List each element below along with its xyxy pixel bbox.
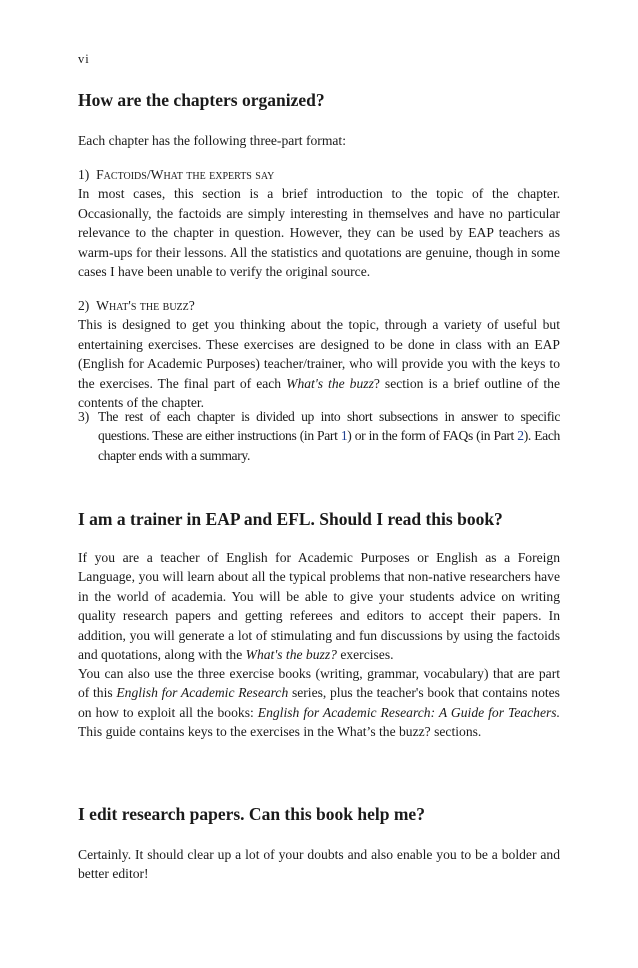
item-text-buzz-start: This is designed to get you thinking about the topic, through a variety of useful but entertaining exercises. These exercises are designed to be done in class with an EAP (English for Academic Purposes) teacher/trainer, who will provide you with the keys to the exercises. The final part of each: [78, 317, 560, 391]
trainer-text-italic: What's the buzz?: [245, 647, 337, 663]
item-text-buzz-end: ? section is a brief outline of the contents of the chapter.: [78, 375, 560, 411]
trainer-p2-italic-guide: English for Academic Research: A Guide for Teachers.: [257, 704, 560, 720]
section-heading-trainer-eap: I am a trainer in EAP and EFL. Should I read this book?: [78, 509, 503, 529]
item-text-subsections: [98, 407, 560, 465]
item-number: 3): [78, 409, 90, 424]
trainer-text-end: exercises.: [336, 647, 394, 663]
item-text-buzz-italic: What's the buzz: [286, 375, 374, 391]
part-2-link[interactable]: 2: [517, 428, 524, 444]
item-number: 1): [78, 167, 90, 182]
editor-paragraph: Certainly. It should clear up a lot of your doubts and also enable you to be a bolder and better editor!: [78, 847, 560, 882]
list-item-whats-the-buzz: [78, 296, 560, 412]
item-text-part-b: ) or in the form of FAQs (in Part: [347, 428, 518, 444]
item-text-part-a: The rest of each chapter is divided up into short subsections in answer to specific questions. These are either instructions (in Part: [98, 409, 560, 444]
item-text-factoids: In most cases, this section is a brief introduction to the topic of the chapter. Occasionally, the factoids are simply interesting in themselves and have no particular relevance to the chapter in question. However, they can be used by EAP teachers as warm-ups for their lessons. All the statistics and quotations are genuine, though in some cases I have been unable to verify the original source.: [78, 186, 560, 280]
trainer-p2-italic-series: English for Academic Research: [116, 685, 289, 701]
trainer-p2-text-a: You can also use the three exercise books (writing, grammar, vocabulary) that are part of this: [78, 666, 560, 701]
intro-paragraph: Each chapter has the following three-part format:: [78, 133, 346, 148]
item-number: 2): [78, 298, 90, 313]
trainer-p2-text-c: This guide contains keys to the exercises in the What’s the buzz? sections.: [78, 724, 482, 740]
page-number: vi: [78, 52, 90, 66]
trainer-paragraph-2: [78, 664, 560, 742]
trainer-p2-text-b: series, plus the teacher's book that contains notes on how to exploit all the books:: [78, 685, 560, 720]
item-text-part-c: ). Each chapter ends with a summary.: [98, 428, 560, 463]
item-title-whats-the-buzz: What's the buzz?: [96, 298, 195, 313]
trainer-paragraph-1: [78, 548, 560, 664]
section-heading-edit-papers: I edit research papers. Can this book help me?: [78, 804, 425, 824]
list-item-factoids: [78, 165, 560, 281]
part-1-link[interactable]: 1: [340, 428, 348, 444]
list-item-subsections: [78, 407, 560, 465]
item-title-factoids: Factoids/What the experts say: [96, 167, 275, 182]
section-heading-chapters-organized: How are the chapters organized?: [78, 90, 325, 110]
trainer-text-start: If you are a teacher of English for Academic Purposes or English as a Foreign Language, you will learn about all the typical problems that non-native researchers have in the world of academia. You will be able to give your students advice on writing quality research papers and getting referees and editors to accept their papers. In addition, you will generate a lot of stimulating and fun discussions by using the factoids and quotations, along with the: [78, 550, 560, 663]
